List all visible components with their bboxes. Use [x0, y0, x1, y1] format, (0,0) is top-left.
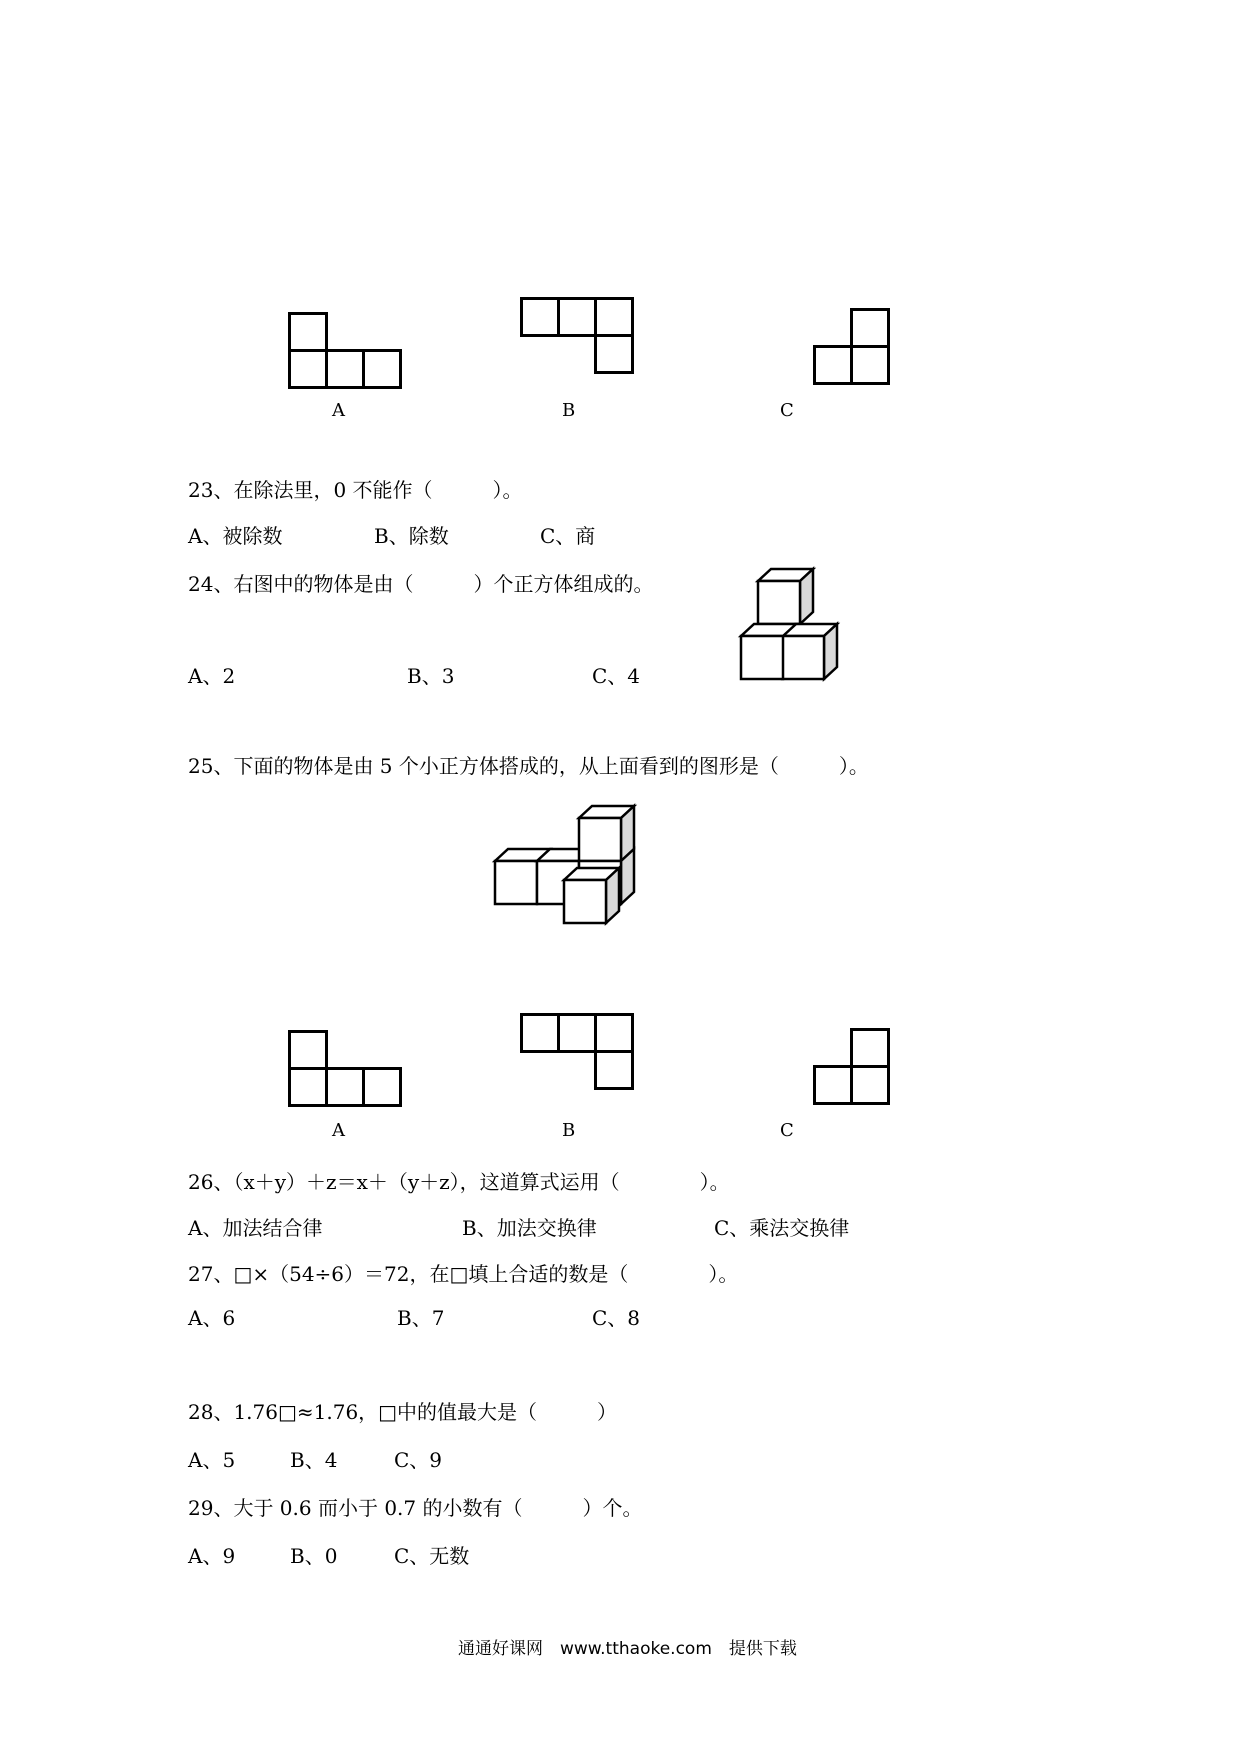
q29-option-b: B、0	[290, 1544, 338, 1568]
question-25: 25、下面的物体是由 5 个小正方体搭成的，从上面看到的图形是（ ）。	[188, 754, 869, 778]
question-28: 28、1.76□≈1.76，□中的值最大是（ ）	[188, 1400, 618, 1424]
shape-c-top	[813, 308, 891, 386]
question-29: 29、大于 0.6 而小于 0.7 的小数有（ ）个。	[188, 1496, 643, 1520]
q23-option-b: B、除数	[374, 524, 449, 548]
shape-b-top	[520, 297, 635, 375]
q24-option-c: C、4	[592, 664, 641, 688]
figure-label-a: A	[332, 400, 345, 421]
q26-option-b: B、加法交换律	[462, 1216, 597, 1240]
question-27: 27、□×（54÷6）＝72，在□填上合适的数是（ ）。	[188, 1262, 739, 1286]
q28-option-b: B、4	[290, 1448, 338, 1472]
q29-option-c: C、无数	[394, 1544, 470, 1568]
figure-label-b: B	[562, 400, 576, 421]
cube-stack-q25	[494, 803, 644, 926]
q25-shape-c	[813, 1028, 891, 1106]
q27-option-b: B、7	[397, 1306, 445, 1330]
footer-source: 通通好课网 www.tthaoke.com 提供下载	[458, 1639, 797, 1659]
q27-option-a: A、6	[188, 1306, 236, 1330]
question-24: 24、右图中的物体是由（ ）个正方体组成的。	[188, 572, 654, 596]
figure-label-c: C	[780, 400, 794, 421]
q23-option-a: A、被除数	[188, 524, 283, 548]
q24-option-b: B、3	[407, 664, 455, 688]
question-23: 23、在除法里，0 不能作（ ）。	[188, 478, 523, 502]
q23-option-c: C、商	[540, 524, 596, 548]
q25-shape-b	[520, 1013, 635, 1091]
q24-option-a: A、2	[188, 664, 236, 688]
q29-option-a: A、9	[188, 1544, 236, 1568]
q26-option-c: C、乘法交换律	[714, 1216, 850, 1240]
cube-stack-q24	[740, 568, 845, 684]
q25-figure-label-b: B	[562, 1120, 576, 1141]
q25-shape-a	[288, 1030, 403, 1108]
q28-option-a: A、5	[188, 1448, 236, 1472]
q27-option-c: C、8	[592, 1306, 641, 1330]
q25-figure-label-a: A	[332, 1120, 345, 1141]
shape-a-top	[288, 312, 403, 390]
q25-figure-label-c: C	[780, 1120, 794, 1141]
question-26: 26、（x＋y）＋z＝x＋（y＋z），这道算式运用（ ）。	[188, 1170, 730, 1194]
q28-option-c: C、9	[394, 1448, 443, 1472]
q26-option-a: A、加法结合律	[188, 1216, 323, 1240]
